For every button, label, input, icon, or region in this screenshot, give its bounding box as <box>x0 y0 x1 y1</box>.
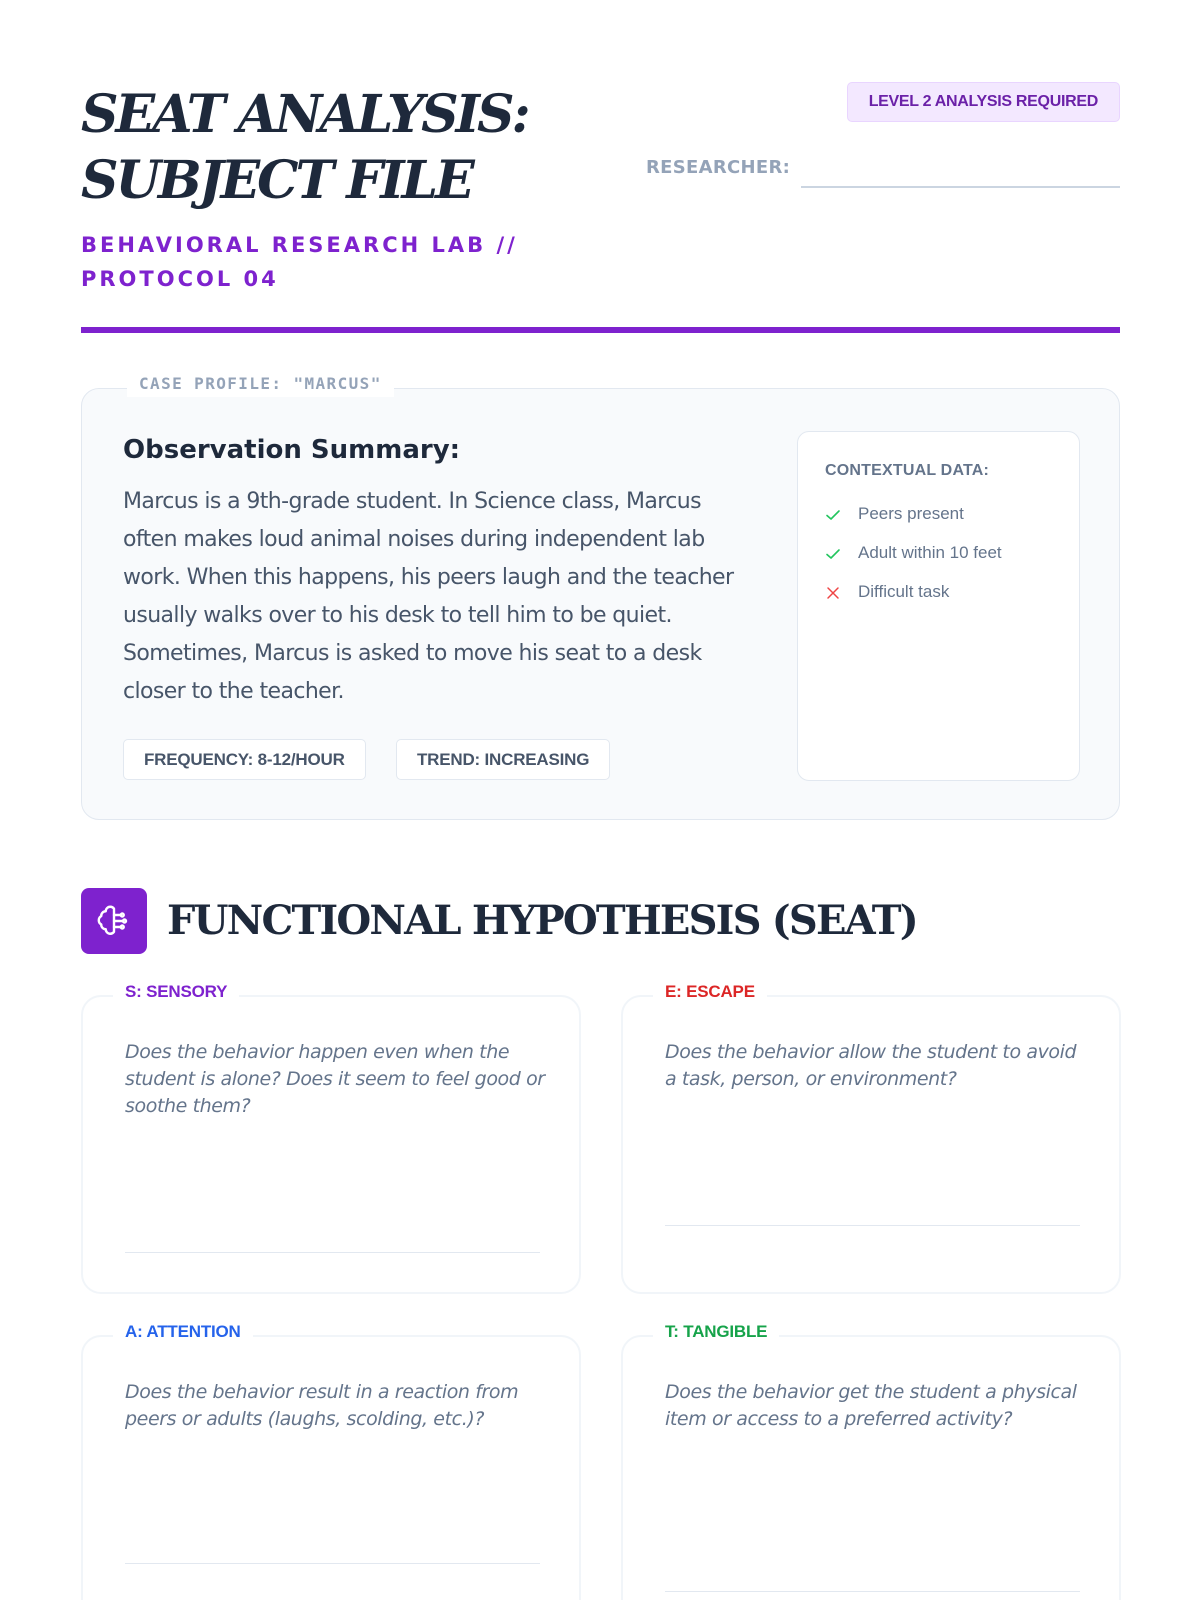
researcher-field[interactable] <box>801 156 1120 188</box>
context-item-label: Peers present <box>858 504 964 523</box>
sensory-card <box>81 982 581 1294</box>
check-icon <box>825 507 841 523</box>
case-profile-card <box>81 374 1120 820</box>
tangible-card <box>621 1322 1121 1600</box>
researcher-row <box>646 156 1120 196</box>
page-header <box>81 82 1120 334</box>
tangible-label: T: TANGIBLE <box>653 1320 779 1344</box>
observation-summary-title: Observation Summary: <box>123 435 461 465</box>
attention-card <box>81 1322 581 1600</box>
sensory-answer-line[interactable] <box>125 1252 540 1253</box>
page-subtitle: BEHAVIORAL RESEARCH LAB // PROTOCOL 04 <box>81 233 518 291</box>
brain-icon <box>81 888 147 954</box>
x-icon <box>825 585 841 601</box>
escape-question: Does the behavior allow the student to avoid a task, person, or environment? <box>665 1041 1077 1090</box>
frequency-chip: FREQUENCY: 8-12/HOUR <box>123 739 366 780</box>
escape-card <box>621 982 1121 1294</box>
attention-label: A: ATTENTION <box>113 1320 253 1344</box>
context-item-label: Adult within 10 feet <box>858 543 1002 562</box>
researcher-label: RESEARCHER: <box>646 157 791 178</box>
escape-answer-line[interactable] <box>665 1225 1080 1226</box>
page-title: SEAT ANALYSIS: SUBJECT FILE <box>81 84 528 211</box>
trend-chip: TREND: INCREASING <box>396 739 610 780</box>
escape-label: E: ESCAPE <box>653 980 767 1004</box>
context-item-label: Difficult task <box>858 582 950 601</box>
tangible-answer-line[interactable] <box>665 1591 1080 1592</box>
attention-question: Does the behavior result in a reaction from peers or adults (laughs, scolding, etc.)? <box>125 1381 519 1430</box>
check-icon <box>825 546 841 562</box>
header-divider <box>81 327 1120 333</box>
tangible-question: Does the behavior get the student a physical item or access to a preferred activity? <box>665 1381 1077 1430</box>
analysis-level-badge: LEVEL 2 ANALYSIS REQUIRED <box>847 82 1120 122</box>
sensory-question: Does the behavior happen even when the student is alone? Does it seem to feel good or soothe them? <box>125 1041 545 1117</box>
sensory-label: S: SENSORY <box>113 980 239 1004</box>
hypothesis-section-title: FUNCTIONAL HYPOTHESIS (SEAT) <box>167 897 917 944</box>
contextual-data-title: CONTEXTUAL DATA: <box>825 462 990 479</box>
contextual-data-panel <box>797 431 1080 781</box>
case-profile-legend: CASE PROFILE: "MARCUS" <box>127 371 394 397</box>
observation-summary-text: Marcus is a 9th-grade student. In Science class, Marcus often makes loud animal noises during independent lab work. When this happens, his peers laugh and the teacher usually walks over to his desk to tell him to be quiet. Sometimes, Marcus is asked to move his seat to a desk closer to the teacher. <box>123 489 734 704</box>
attention-answer-line[interactable] <box>125 1563 540 1564</box>
